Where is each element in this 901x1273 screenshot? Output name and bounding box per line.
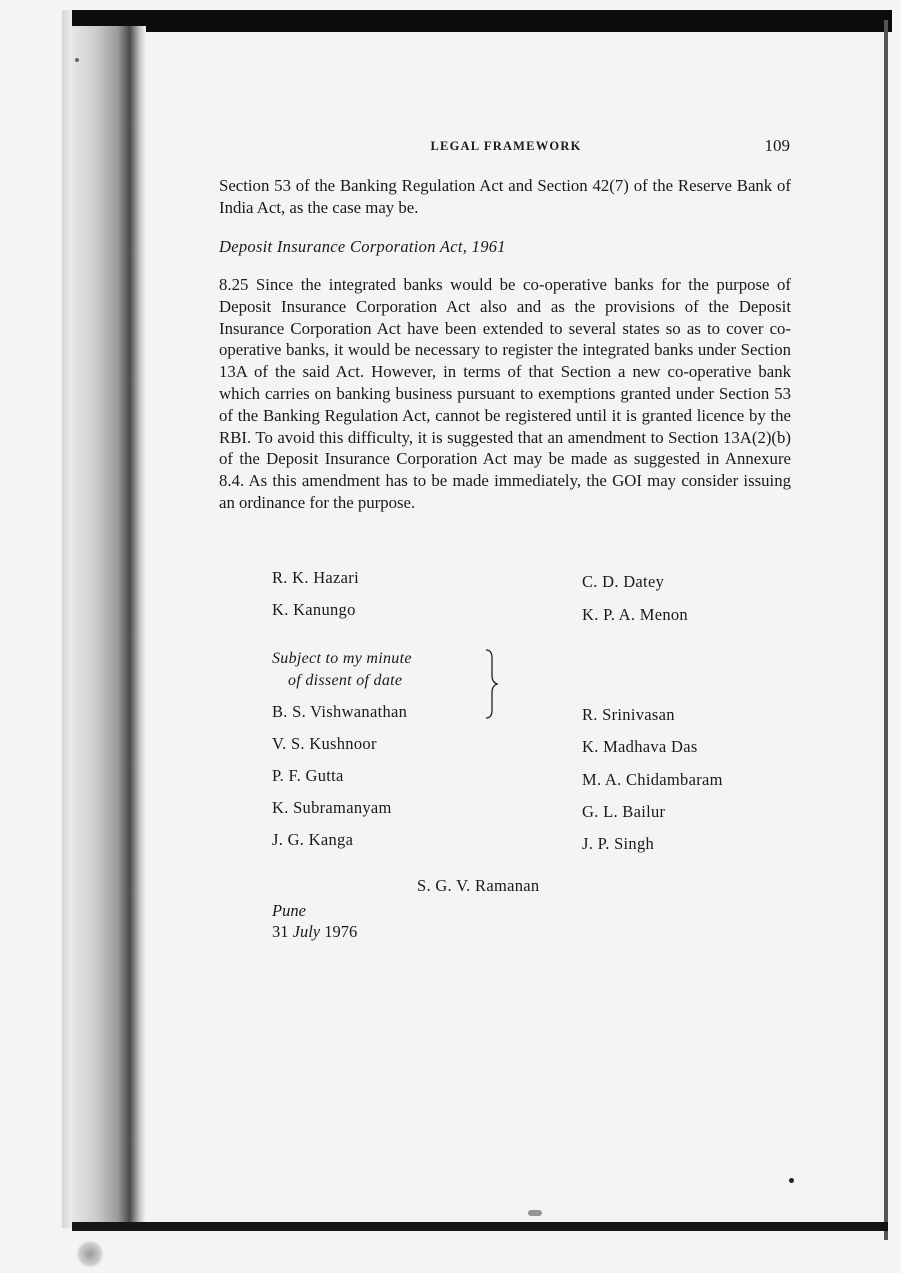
book-gutter-shadow bbox=[72, 26, 146, 1226]
date-month: July bbox=[292, 922, 321, 941]
date bbox=[272, 921, 357, 942]
place: Pune bbox=[272, 901, 306, 920]
dissent-note-line: of dissent of date bbox=[288, 672, 403, 689]
place-date bbox=[272, 900, 357, 942]
intro-paragraph: Section 53 of the Banking Regulation Act and Section 42(7) of the Reserve Bank of India Act, as the case may be. bbox=[219, 176, 791, 217]
signatory-right: J. P. Singh bbox=[582, 834, 655, 853]
scan-speck bbox=[528, 1210, 542, 1216]
signatory-left: V. S. Kushnoor bbox=[272, 734, 377, 753]
signatory-left: J. G. Kanga bbox=[272, 830, 354, 849]
signatory-right: C. D. Datey bbox=[582, 572, 665, 591]
corner-speck bbox=[76, 1240, 104, 1268]
date-year: 1976 bbox=[324, 922, 358, 941]
signatory-right: K. Madhava Das bbox=[582, 737, 698, 756]
running-head-title: LEGAL FRAMEWORK bbox=[430, 139, 582, 153]
chairman-signatory: S. G. V. Ramanan bbox=[417, 876, 540, 895]
dissent-note bbox=[272, 648, 412, 692]
scan-left-border bbox=[62, 10, 72, 1228]
ink-dot bbox=[789, 1178, 794, 1183]
signatory-left: B. S. Vishwanathan bbox=[272, 702, 408, 721]
gutter-mark bbox=[75, 58, 79, 62]
right-brace bbox=[480, 648, 504, 720]
dissent-note-line: Subject to my minute bbox=[272, 650, 412, 667]
page-number: 109 bbox=[764, 136, 790, 155]
running-head bbox=[220, 136, 792, 158]
scan-right-edge bbox=[884, 20, 888, 1240]
signatory-left: R. K. Hazari bbox=[272, 568, 359, 587]
signatory-right: R. Srinivasan bbox=[582, 705, 675, 724]
paragraph-8-25: 8.25 Since the integrated banks would be co-operative banks for the purpose of Deposit Insurance Corporation Act also and as the provisions of the Deposit Insurance Corporation Act have been extended to several states so as to cover co-operative banks, it would be necessary to register the integrated banks under Section 13A of the said Act. However, in terms of that Section a new co-operative bank which carries on banking business pursuant to exemptions granted under Section 53 of the Banking Regulation Act, cannot be registered until it is granted licence by the RBI. To avoid this difficulty, it is suggested that an amendment to Section 13A(2)(b) of the Deposit Insurance Corporation Act may be made as suggested in Annexure 8.4. As this amendment has to be made immediately, the GOI may consider issuing an ordinance for the purpose. bbox=[219, 275, 791, 512]
signatory-left: K. Subramanyam bbox=[272, 798, 392, 817]
signatory-right: M. A. Chidambaram bbox=[582, 770, 723, 789]
scan-bottom-border bbox=[72, 1222, 888, 1231]
signatory-left: K. Kanungo bbox=[272, 600, 356, 619]
date-day: 31 bbox=[272, 922, 289, 941]
signatory-right: G. L. Bailur bbox=[582, 802, 666, 821]
scan-top-border bbox=[62, 10, 892, 32]
signatory-left: P. F. Gutta bbox=[272, 766, 344, 785]
section-heading: Deposit Insurance Corporation Act, 1961 bbox=[219, 237, 506, 256]
signatory-right: K. P. A. Menon bbox=[582, 605, 688, 624]
